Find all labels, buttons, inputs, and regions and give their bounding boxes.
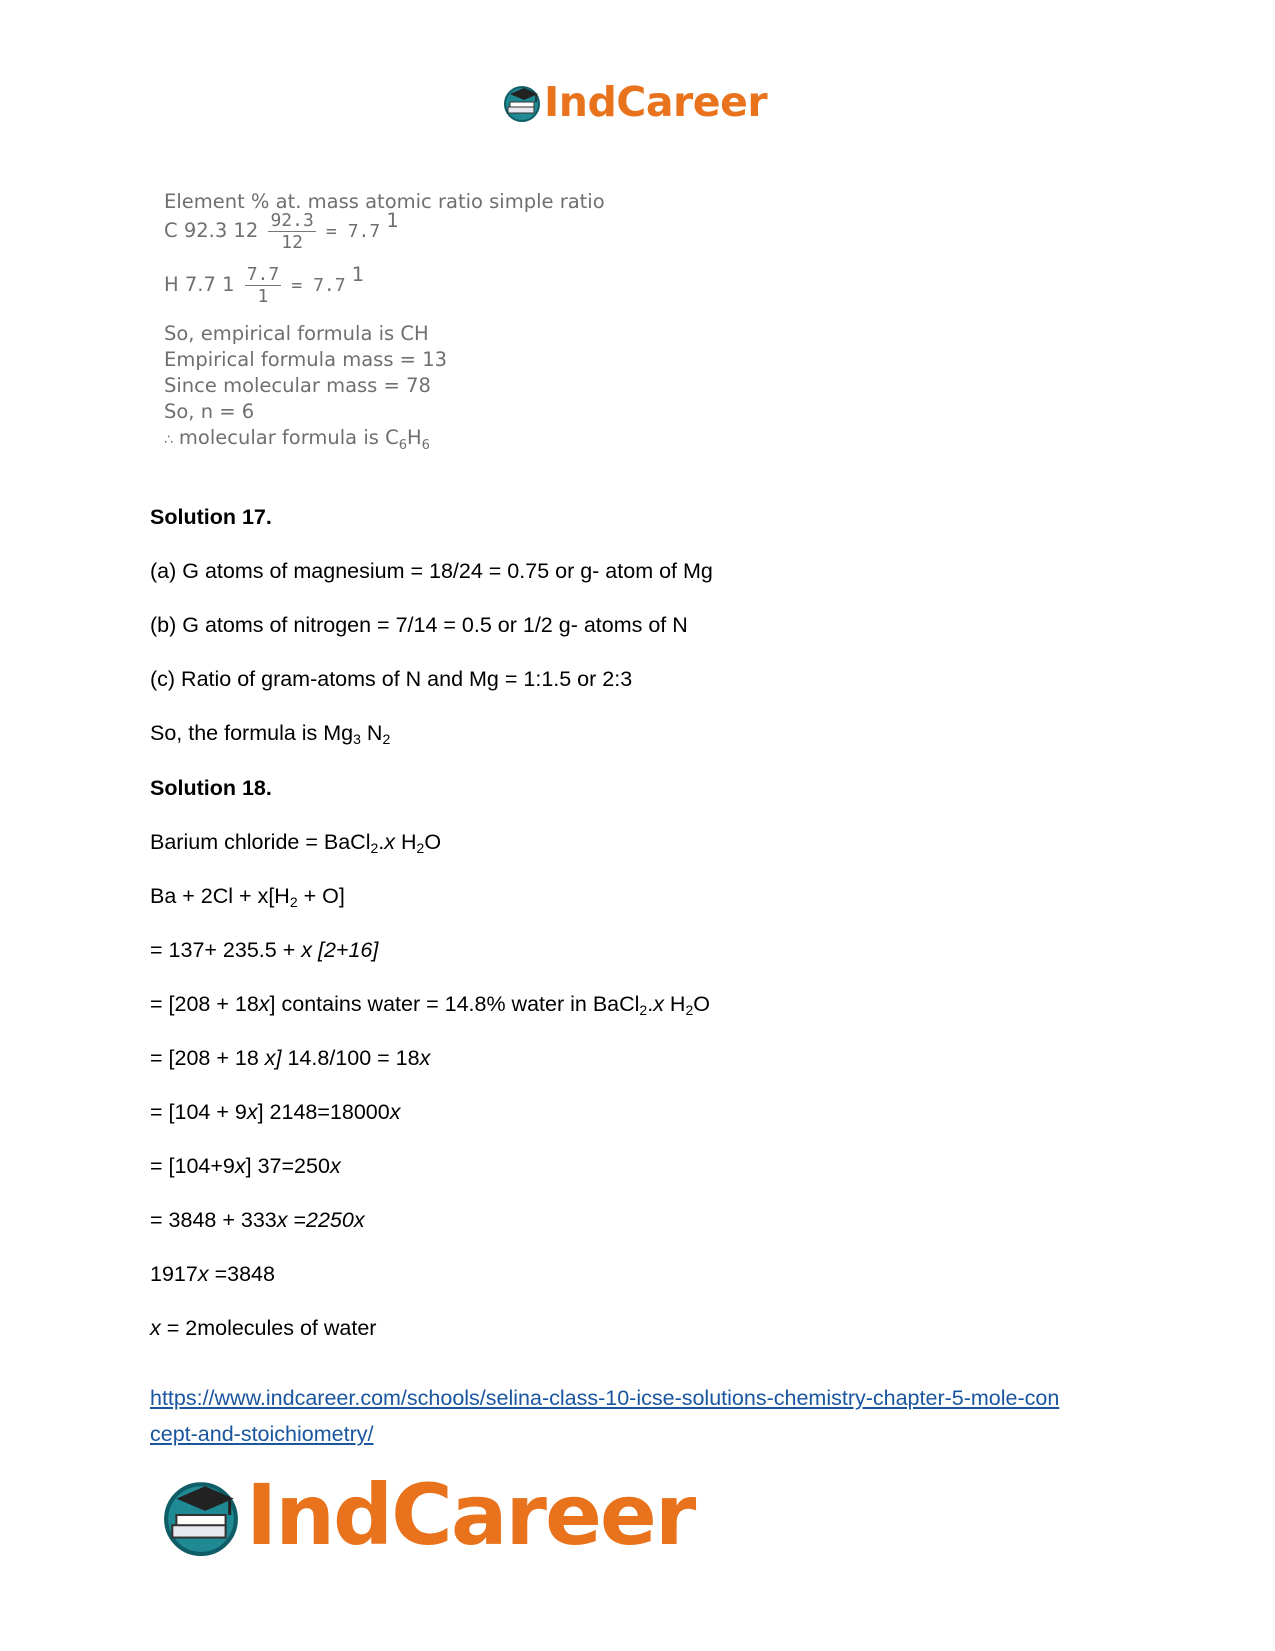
solution-17-part-a: (a) G atoms of magnesium = 18/24 = 0.75 or g- atom of Mg <box>150 559 713 583</box>
solution-18-line-1: Barium chloride = BaCl$_2$.x $H_2O$ <box>150 830 442 856</box>
n-value-line: So, n = 6 <box>164 400 255 423</box>
hydrogen-fraction: $\frac{7.7}{1}$ <box>246 264 280 307</box>
source-link[interactable] <box>150 1380 1150 1452</box>
source-link-line-1[interactable]: https://www.indcareer.com/schools/selina-class-10-icse-solutions-chemistry-chapter-5-mole-con <box>150 1386 1060 1410</box>
solution-17-part-b: (b) G atoms of nitrogen = 7/14 = 0.5 or 1/2 g- atoms of N <box>150 613 688 637</box>
header-logo <box>502 78 767 126</box>
carbon-fraction: $\frac{92.3}{12}$ <box>270 210 314 253</box>
graduation-globe-icon <box>502 82 542 122</box>
logo-wordmark: IndCareer <box>544 78 768 126</box>
table-header: Element % at. mass atomic ratio simple ratio <box>164 190 605 213</box>
footer-logo <box>160 1467 694 1563</box>
row-hydrogen: H 7.7 1 $\frac{7.7}{1}$ = 7.7 1 <box>164 263 365 307</box>
solution-17-part-c: (c) Ratio of gram-atoms of N and Mg = 1:1.5 or 2:3 <box>150 667 633 691</box>
solution-18-line-4: = [208 + 18x] contains water = 14.8% water in BaCl$_2$.x $H_2O$ <box>150 992 710 1018</box>
row-carbon: C 92.3 12 $\frac{92.3}{12}$ = 7.7 1 <box>164 209 399 253</box>
solution-18-heading: Solution 18. <box>150 776 272 800</box>
solution-18-line-9: 1917x =3848 <box>150 1262 275 1286</box>
graduation-globe-icon <box>160 1474 242 1556</box>
solution-18-line-8: = 3848 + 333x =2250x <box>150 1208 365 1232</box>
solution-17-formula: So, the formula is $Mg_3$ $N_2$ <box>150 721 391 747</box>
solution-18-line-7: = [104+9x] 37=250x <box>150 1154 341 1178</box>
empirical-formula-line: So, empirical formula is CH <box>164 322 429 345</box>
logo-wordmark: IndCareer <box>246 1466 695 1564</box>
solution-18-line-5: = [208 + 18 x] 14.8/100 = 18x <box>150 1046 431 1070</box>
molecular-formula-line: ∴ molecular formula is $C_6H_6$ <box>164 426 430 453</box>
empirical-mass-line: Empirical formula mass = 13 <box>164 348 448 371</box>
solution-18-line-2: $Ba + 2Cl + x[H_2 + O]$ <box>150 884 345 910</box>
solution-18-line-10: x = 2molecules of water <box>150 1316 377 1340</box>
therefore-symbol: ∴ <box>164 432 173 448</box>
molecular-mass-line: Since molecular mass = 78 <box>164 374 431 397</box>
solution-18-line-6: = [104 + 9x] 2148=18000x <box>150 1100 401 1124</box>
source-link-line-2[interactable]: cept-and-stoichiometry/ <box>150 1422 374 1446</box>
solution-17-heading: Solution 17. <box>150 505 272 529</box>
solution-18-line-3: = 137+ 235.5 + x [2+16] <box>150 938 379 962</box>
